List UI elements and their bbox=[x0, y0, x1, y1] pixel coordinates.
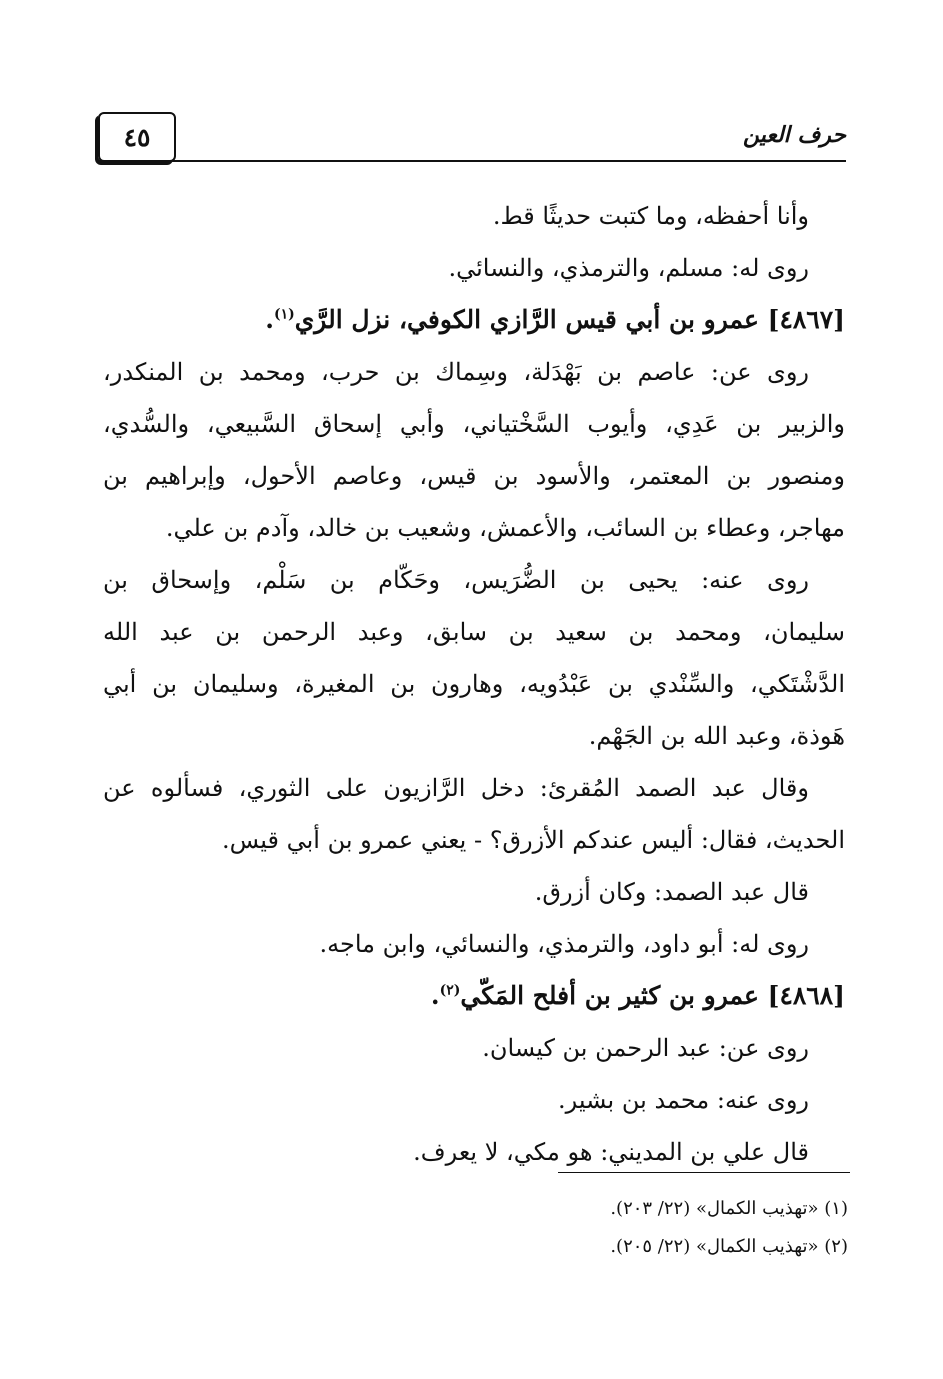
entry-period: . bbox=[430, 981, 440, 1010]
text-line: الدَّشْتَكي، والسِّنْدي بن عَبْدُويه، وهارون بن المغيرة، وسليمان بن أبي bbox=[103, 670, 845, 698]
entry-heading-4868 bbox=[103, 970, 845, 1022]
footnote-1: (١) «تهذيب الكمال» (٢٢/ ٢٠٣). bbox=[610, 1198, 848, 1219]
page-number: ٤٥ bbox=[98, 112, 176, 162]
text-line: روى عن: عاصم بن بَهْدَلة، وسِماك بن حرب، ومحمد بن المنكدر، bbox=[103, 358, 809, 386]
text-line: مهاجر، وعطاء بن السائب، والأعمش، وشعيب بن خالد، وآدم بن علي. bbox=[165, 514, 845, 542]
running-title: حرف العين bbox=[742, 122, 846, 148]
text-line: روى عنه: يحيى بن الضُّرَيس، وحَكّام بن سَلْم، وإسحاق بن bbox=[103, 566, 809, 594]
entry-heading-4867 bbox=[103, 294, 845, 346]
text-line: روى له: مسلم، والترمذي، والنسائي. bbox=[448, 254, 809, 282]
text-line: قال علي بن المديني: هو مكي، لا يعرف. bbox=[413, 1138, 809, 1166]
text-line: ومنصور بن المعتمر، والأسود بن قيس، وعاصم الأحول، وإبراهيم بن bbox=[103, 462, 845, 490]
footnotes bbox=[100, 1190, 848, 1266]
entry-title: [٤٨٦٨] عمرو بن كثير بن أفلح المَكّي bbox=[460, 981, 845, 1010]
footnote-ref-1[interactable]: (١) bbox=[273, 306, 295, 323]
text-line: روى عنه: محمد بن بشير. bbox=[558, 1086, 809, 1114]
text-line: قال عبد الصمد: وكان أزرق. bbox=[534, 878, 809, 906]
entry-title: [٤٨٦٧] عمرو بن أبي قيس الرَّازي الكوفي، نزل الرَّي bbox=[294, 305, 845, 334]
main-text bbox=[103, 190, 845, 1178]
text-line: والزبير بن عَدِي، وأيوب السَّخْتياني، وأبي إسحاق السَّبيعي، والسُّدي، bbox=[103, 410, 845, 438]
text-line: هَوذة، وعبد الله بن الجَهْم. bbox=[588, 722, 845, 750]
text-line: روى عن: عبد الرحمن بن كيسان. bbox=[482, 1034, 809, 1062]
text-line: الحديث، فقال: أليس عندكم الأزرق؟ - يعني عمرو بن أبي قيس. bbox=[222, 826, 845, 854]
text-line: سليمان، ومحمد بن سعيد بن سابق، وعبد الرحمن بن عبد الله bbox=[103, 618, 845, 646]
footnote-2: (٢) «تهذيب الكمال» (٢٢/ ٢٠٥). bbox=[610, 1236, 848, 1257]
footnote-rule bbox=[558, 1172, 850, 1173]
text-line: روى له: أبو داود، والترمذي، والنسائي، وابن ماجه. bbox=[319, 930, 809, 958]
text-line: وقال عبد الصمد المُقرئ: دخل الرَّازيون على الثوري، فسألوه عن bbox=[103, 774, 809, 802]
text-line: وأنا أحفظه، وما كتبت حديثًا قط. bbox=[492, 202, 809, 230]
entry-period: . bbox=[265, 305, 274, 334]
header-rule bbox=[98, 160, 846, 162]
page-header bbox=[98, 108, 846, 160]
footnote-ref-2[interactable]: (٢) bbox=[439, 982, 461, 999]
